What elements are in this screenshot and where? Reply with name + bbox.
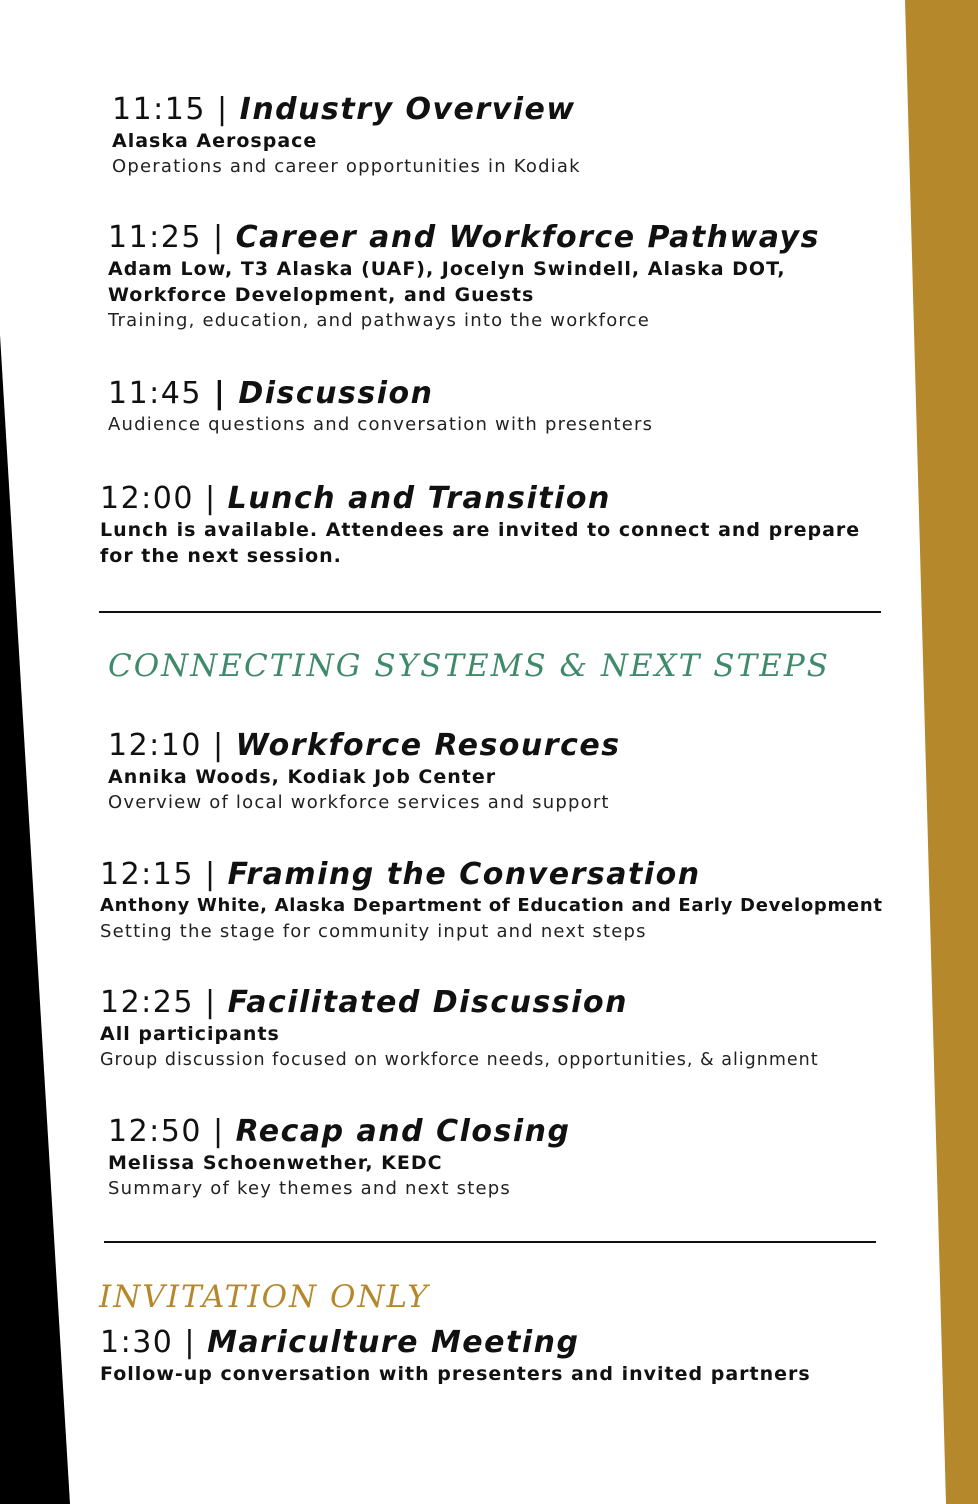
agenda-title: Mariculture Meeting xyxy=(207,1325,580,1360)
agenda-time: 11:25 xyxy=(108,220,202,255)
agenda-title: Career and Workforce Pathways xyxy=(235,220,820,255)
agenda-time: 11:45 xyxy=(108,376,202,411)
agenda-title: Framing the Conversation xyxy=(227,857,701,892)
agenda-description: Setting the stage for community input and next steps xyxy=(100,921,647,942)
agenda-note: Follow-up conversation with presenters and invited partners xyxy=(100,1363,811,1385)
agenda-time: 12:15 xyxy=(100,857,194,892)
section-divider xyxy=(99,611,881,613)
agenda-description: Summary of key themes and next steps xyxy=(108,1178,511,1199)
agenda-item-heading: 11:25 | Career and Workforce Pathways xyxy=(108,220,820,255)
section-divider xyxy=(104,1241,876,1243)
agenda-title: Workforce Resources xyxy=(235,728,621,763)
agenda-description: Group discussion focused on workforce needs, opportunities, & alignment xyxy=(100,1050,819,1070)
agenda-item-heading: 12:50 | Recap and Closing xyxy=(108,1114,571,1149)
agenda-speaker: Annika Woods, Kodiak Job Center xyxy=(108,766,497,788)
agenda-speaker: All participants xyxy=(100,1023,280,1045)
agenda-description: Operations and career opportunities in Kodiak xyxy=(112,156,581,177)
agenda-item xyxy=(100,481,890,569)
agenda-item xyxy=(112,92,581,180)
agenda-title: Lunch and Transition xyxy=(227,481,611,516)
agenda-time: 12:25 xyxy=(100,985,194,1020)
agenda-time: 12:50 xyxy=(108,1114,202,1149)
agenda-title: Recap and Closing xyxy=(235,1114,571,1149)
agenda-item xyxy=(100,857,883,945)
agenda-description: Training, education, and pathways into the workforce xyxy=(108,310,650,331)
agenda-time: 12:00 xyxy=(100,481,194,516)
agenda-item xyxy=(108,1114,570,1202)
black-side-wedge xyxy=(0,335,70,1504)
agenda-title: Facilitated Discussion xyxy=(227,985,628,1020)
agenda-note: Lunch is available. Attendees are invited to connect and prepare for the next session. xyxy=(100,519,861,567)
section-heading-invitation: INVITATION ONLY xyxy=(99,1279,430,1315)
agenda-title: Discussion xyxy=(238,376,434,411)
agenda-item-heading: 11:15 | Industry Overview xyxy=(112,92,576,127)
agenda-time: 1:30 xyxy=(100,1325,174,1360)
agenda-description: Audience questions and conversation with presenters xyxy=(108,414,654,435)
agenda-description: Overview of local workforce services and support xyxy=(108,792,610,813)
agenda-item-heading: 12:00 | Lunch and Transition xyxy=(100,481,611,516)
agenda-title: Industry Overview xyxy=(239,92,576,127)
agenda-item-heading: 12:25 | Facilitated Discussion xyxy=(100,985,628,1020)
agenda-item xyxy=(108,220,883,334)
agenda-speaker: Anthony White, Alaska Department of Education and Early Development xyxy=(100,895,883,916)
agenda-time: 11:15 xyxy=(112,92,206,127)
agenda-speaker: Melissa Schoenwether, KEDC xyxy=(108,1152,443,1174)
section-heading-connecting: CONNECTING SYSTEMS & NEXT STEPS xyxy=(108,648,830,684)
agenda-item xyxy=(108,376,653,438)
agenda-speaker: Adam Low, T3 Alaska (UAF), Jocelyn Swindell, Alaska DOT, Workforce Development, and Guests xyxy=(108,258,786,306)
agenda-speaker: Alaska Aerospace xyxy=(112,130,318,152)
agenda-item-heading: 12:10 | Workforce Resources xyxy=(108,728,621,763)
agenda-item xyxy=(100,1325,811,1387)
agenda-item-heading: 12:15 | Framing the Conversation xyxy=(100,857,701,892)
agenda-item xyxy=(100,985,819,1073)
gold-side-band xyxy=(905,0,978,1504)
agenda-item xyxy=(108,728,621,816)
agenda-time: 12:10 xyxy=(108,728,202,763)
agenda-item-heading: 11:45 | Discussion xyxy=(108,376,434,411)
agenda-item-heading: 1:30 | Mariculture Meeting xyxy=(100,1325,580,1360)
